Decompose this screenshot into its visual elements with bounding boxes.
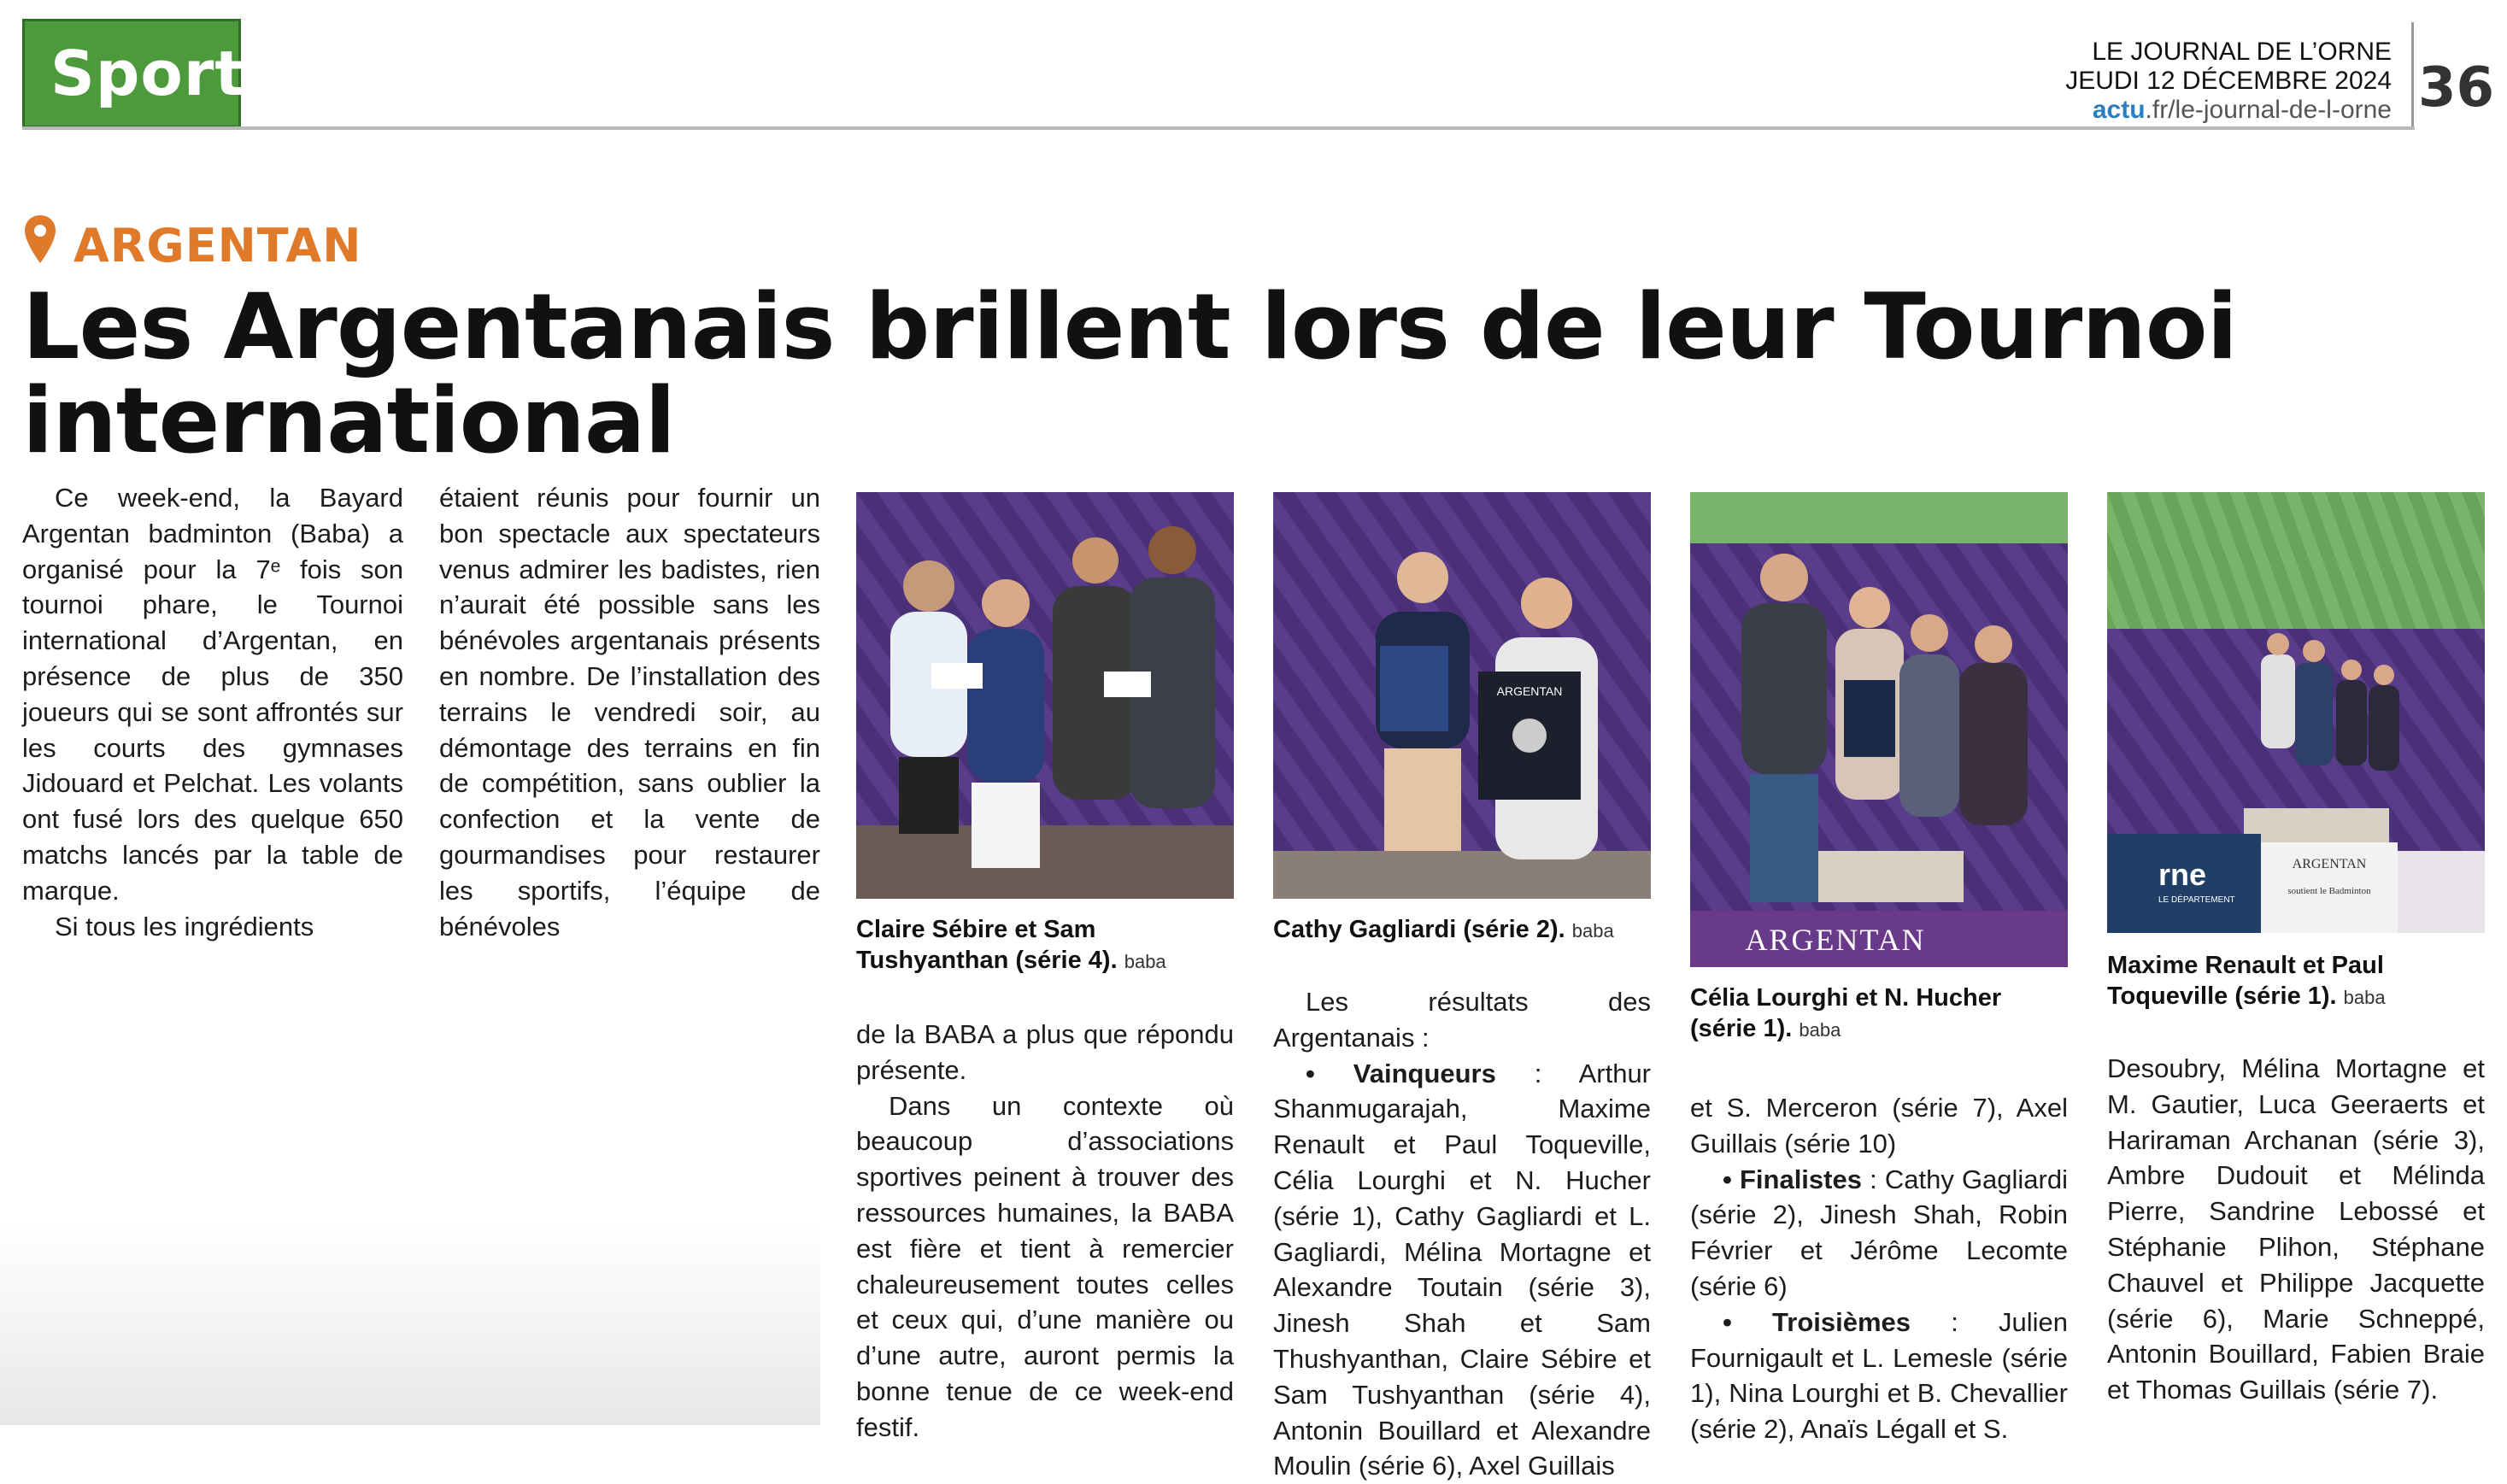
caption-text: Maxime Renault et Paul Toqueville (série 1). — [2107, 952, 2384, 1010]
results-text: : Arthur Shanmugarajah, Maxime Renault et Paul Toqueville, Célia Lourghi et N. Hucher (série 1), Cathy Gagliardi et L. Gagliardi, Mélina Mortagne et Alexandre Toutain (série 3), Jinesh Shah et Sam Thushyanthan, Claire Sébire et Sam Tushyanthan (série 4), Antonin Bouillard et Alexandre Moulin (série 6), Axel Guillais — [1273, 1058, 1652, 1481]
location-pin-icon — [22, 214, 58, 267]
results-text: : Cathy Gagliardi (série 2), Jinesh Shah, Robin Février et Jérôme Lecomte (série 6) — [1690, 1164, 2069, 1301]
header-divider — [22, 126, 2415, 130]
sign-right-text: ARGENTAN — [2292, 857, 2367, 871]
issue-date: JEUDI 12 DÉCEMBRE 2024 — [2065, 67, 2392, 95]
results-winners — [1273, 1056, 1651, 1484]
sign-right-sub: soutient le Badminton — [2287, 886, 2371, 896]
article-column-3 — [856, 1017, 1234, 1446]
photo-credit: baba — [1799, 1019, 1841, 1041]
url-brand: actu — [2092, 96, 2146, 124]
results-label: • Troisièmes — [1723, 1306, 1911, 1337]
caption-text: Cathy Gagliardi (série 2). — [1273, 916, 1565, 943]
results-label: • Vainqueurs — [1306, 1058, 1496, 1088]
photo-caption — [2107, 950, 2485, 1013]
article-column-5 — [1690, 1090, 2068, 1447]
shirt-text: ARGENTAN — [1496, 684, 1563, 698]
masthead-separator — [2411, 22, 2414, 126]
photo-credit: baba — [1124, 951, 1166, 972]
results-intro: Les résultats des Argentanais : — [1273, 987, 1651, 1053]
section-label: Sport — [50, 38, 245, 109]
banner-text: ARGENTAN — [1745, 923, 1926, 957]
photo-claire-sam — [856, 492, 1234, 899]
sign-left-sub: LE DÉPARTEMENT — [2158, 895, 2235, 905]
caption-text: Célia Lourghi et N. Hucher (série 1). — [1690, 984, 2002, 1042]
article-title: Les Argentanais brillent lors de leur Tournoi international — [22, 274, 2237, 473]
results-text: : Julien Fournigault et L. Lemesle (série 1), Nina Lourghi et B. Chevallier (série 2), Anaïs Légall et S. — [1690, 1306, 2068, 1445]
photo-caption — [856, 914, 1234, 977]
results-continued: Desoubry, Mélina Mortagne et M. Gautier, Luca Geeraerts et Hariraman Archanan (série 3), Ambre Dudouit et Mélinda Pierre, Sandrine Lebossé et Stéphanie Plihon, Stéphane Chauvel et Philippe Jacquette (série 6), Marie Schneppé, Antonin Bouillard, Fabien Braie et Thomas Guillais (série 7). — [2107, 1053, 2485, 1405]
paragraph: de la BABA a plus que répondu présente. — [856, 1019, 1234, 1085]
paragraph: Dans un contexte où beaucoup d’associations sportives peinent à trouver des ressources humaines, la BABA est fière et tient à remercier chaleureusement toutes celles et ceux qui, d’une manière ou d’une autre, auront permis la bonne tenue de ce week-end festif. — [856, 1090, 1234, 1442]
photo-maxime-paul — [2107, 492, 2485, 933]
masthead — [2065, 38, 2392, 125]
photo-credit: baba — [1571, 920, 1614, 941]
results-continued: et S. Merceron (série 7), Axel Guillais (série 10) — [1690, 1093, 2068, 1158]
journal-name: LE JOURNAL DE L’ORNE — [2092, 38, 2392, 66]
paragraph: Ce week-end, la Bayard Argentan badminton (Baba) a organisé pour la 7ᵉ fois son tournoi phare, le Tournoi international d’Argentan, en présence de plus de 350 joueurs qui se sont affrontés sur les courts des gymnases Jidouard et Pelchat. Les volants ont fusé lors des quelque 650 matchs lancés par la table de marque. — [22, 483, 403, 906]
paragraph: étaient réunis pour fournir un bon spectacle aux spectateurs venus admirer les badistes, rien n’aurait été possible sans les bénévoles argentanais présents en nombre. De l’installation des terrains le vendredi soir, au démontage des terrains en fin de compétition, sans oublier la confection et la vente de gourmandises pour restaurer les sportifs, l’équipe de bénévoles — [439, 483, 820, 941]
url-path: .fr/le-journal-de-l-orne — [2145, 96, 2392, 124]
photo-celia-hucher — [1690, 492, 2068, 967]
photo-cathy — [1273, 492, 1651, 899]
journal-url[interactable] — [2065, 96, 2392, 125]
article-city: ARGENTAN — [73, 219, 362, 273]
photo-caption — [1273, 914, 1651, 947]
photo-credit: baba — [2343, 987, 2386, 1008]
paragraph: Si tous les ingrédients — [55, 911, 314, 941]
article-column-6 — [2107, 1051, 2485, 1408]
page-number: 36 — [2418, 56, 2495, 120]
photo-caption — [1690, 982, 2068, 1046]
sign-left-text: rne — [2158, 857, 2207, 892]
section-badge — [22, 19, 245, 128]
article-column-4 — [1273, 984, 1651, 1484]
article-column-2 — [439, 480, 820, 944]
caption-text: Claire Sébire et Sam Tushyanthan (série 4). — [856, 916, 1118, 974]
page-fold-shadow — [0, 1222, 820, 1425]
results-label: • Finalistes — [1723, 1164, 1862, 1194]
results-third — [1690, 1305, 2068, 1447]
article-column-1 — [22, 480, 403, 944]
results-finalists — [1690, 1162, 2068, 1305]
